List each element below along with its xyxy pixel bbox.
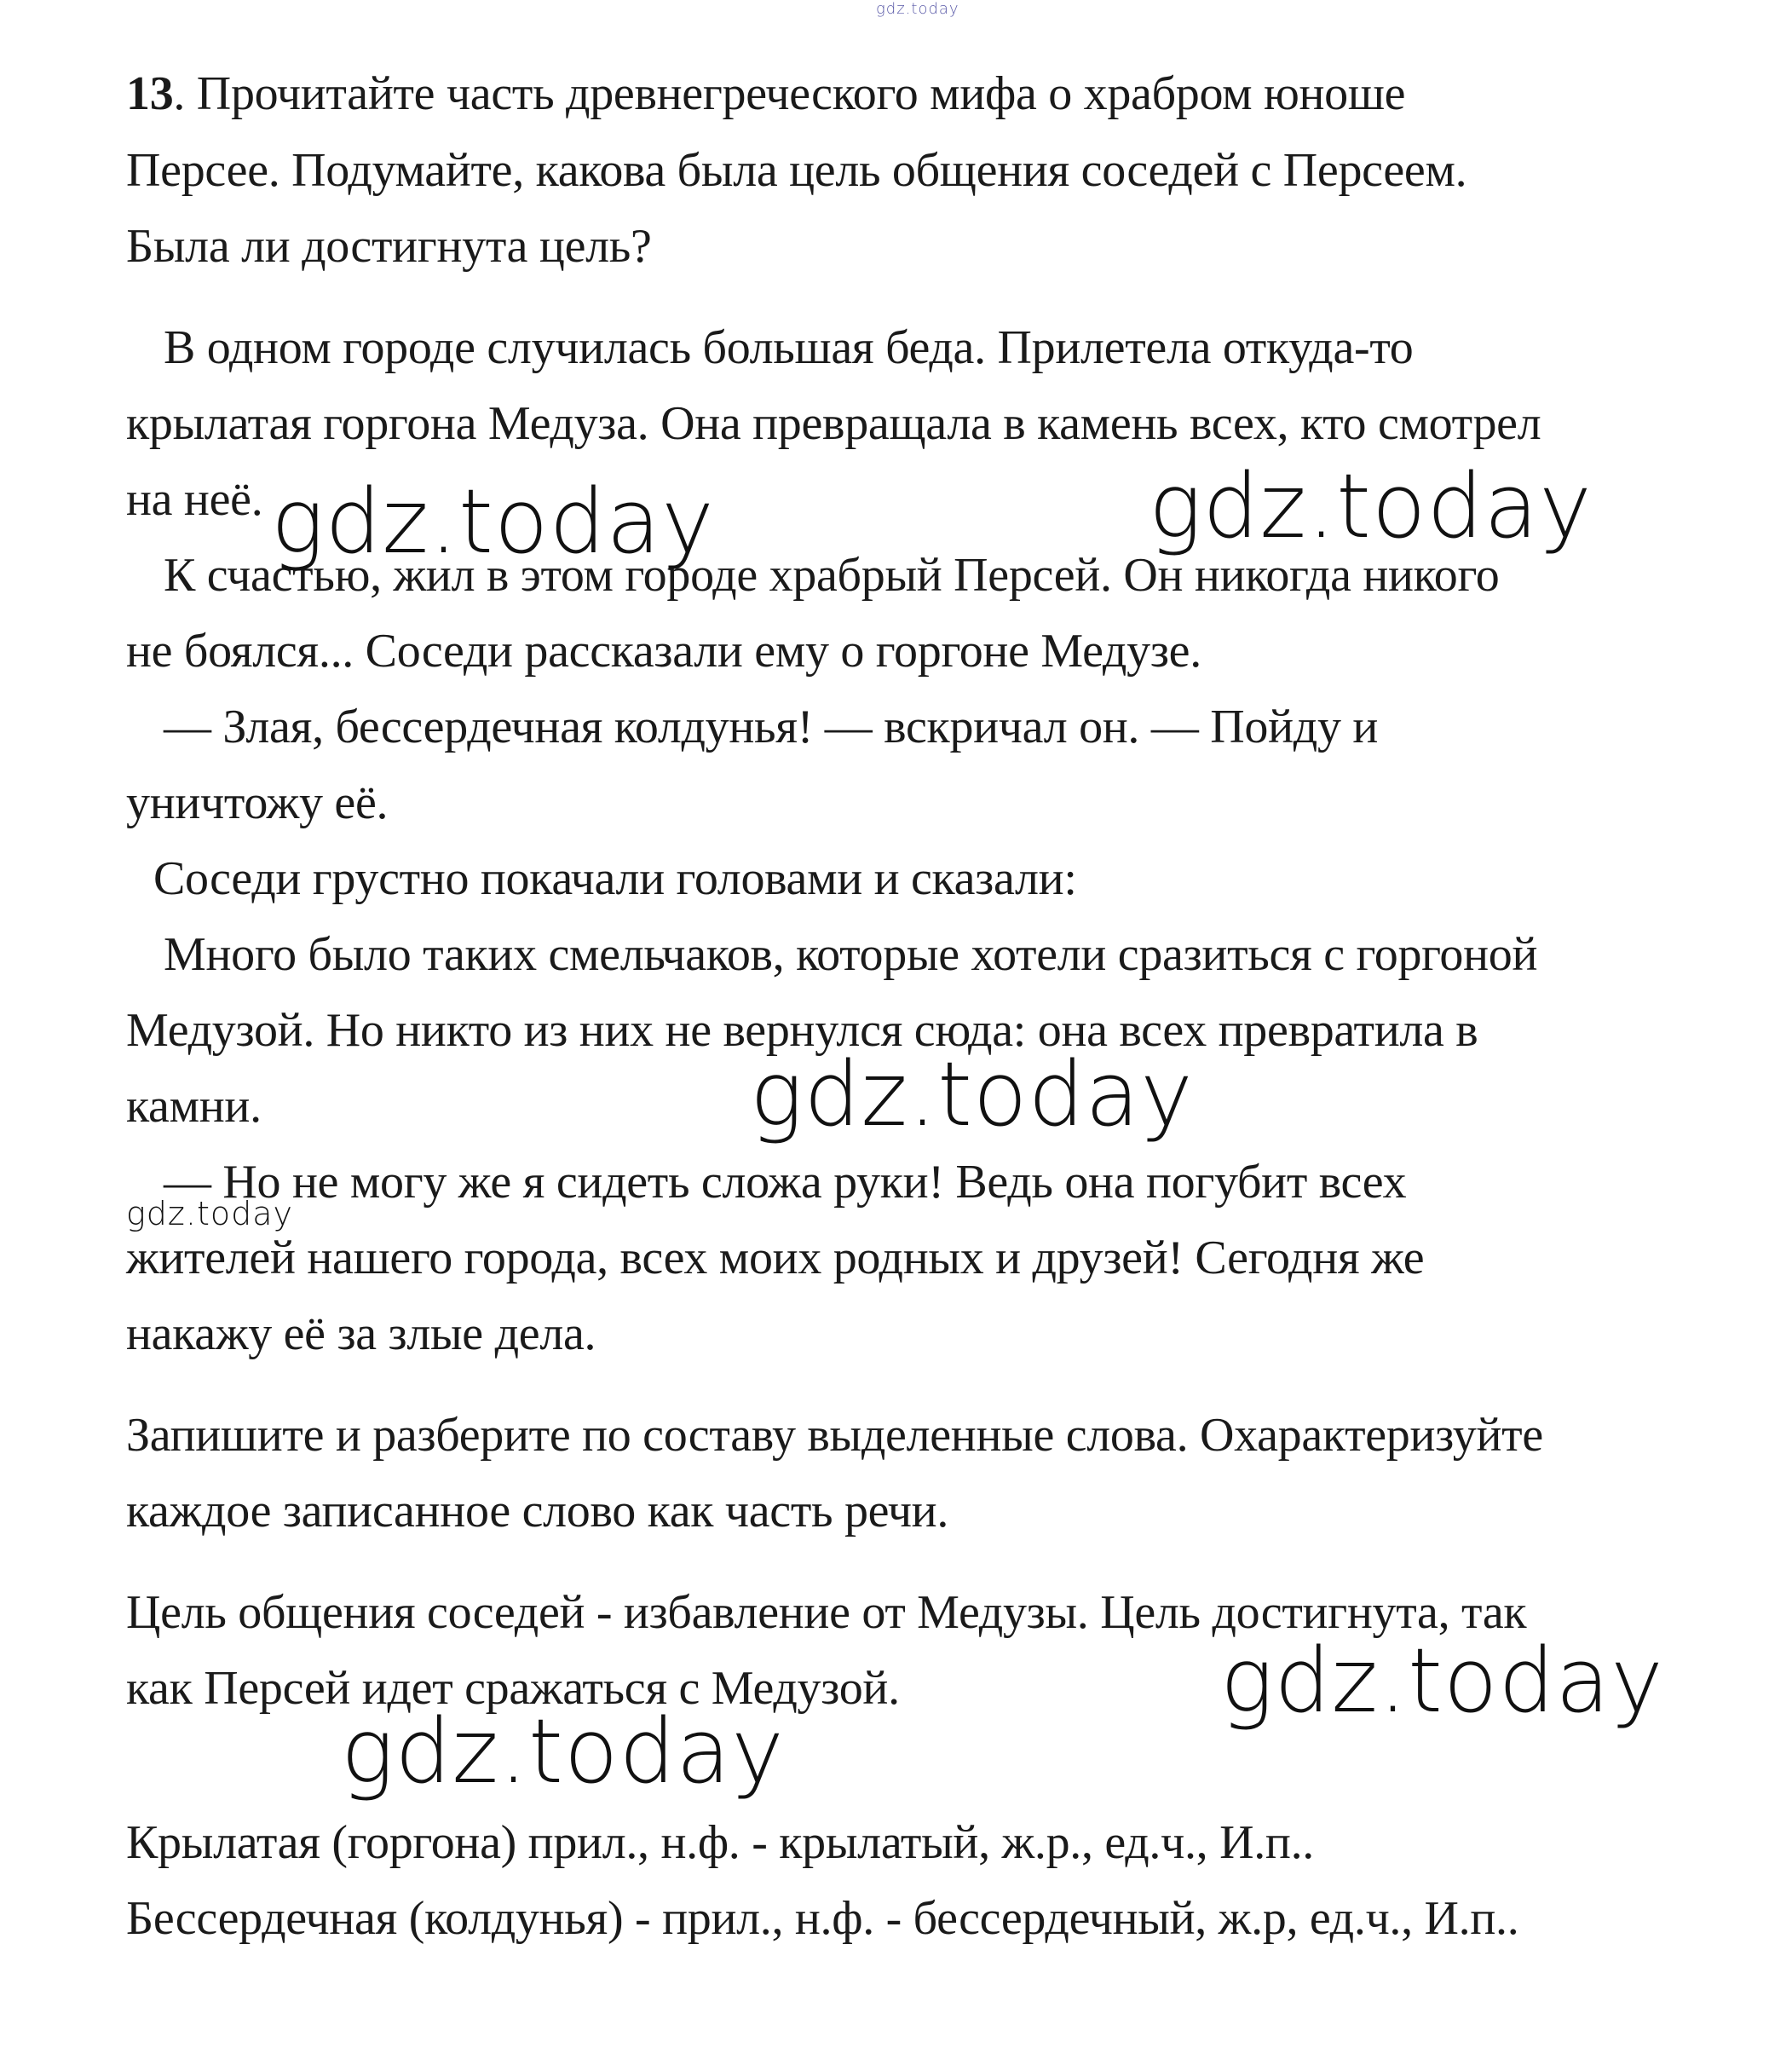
- watermark-1: gdz.today: [271, 470, 715, 574]
- story-line-3: на неё.: [126, 473, 263, 526]
- story-line-12: — Но не могу же я сидеть сложа руки! Ведь она погубит всех: [164, 1156, 1407, 1209]
- story-line-7: уничтожу её.: [126, 776, 389, 829]
- answer-line-2: как Персей идет сражаться с Медузой.: [126, 1662, 900, 1715]
- watermark-5: gdz.today: [1220, 1629, 1664, 1733]
- task-line-1: [126, 66, 1405, 121]
- watermark-2: gdz.today: [1149, 454, 1593, 558]
- story-line-10: Медузой. Но никто из них не вернулся сюда: она всех превратила в: [126, 1004, 1478, 1057]
- task-text-1: . Прочитайте часть древнегреческого мифа о храбром юноше: [173, 67, 1406, 120]
- watermark-6: gdz.today: [341, 1699, 785, 1803]
- story-line-14: накажу её за злые дела.: [126, 1307, 596, 1360]
- story-line-5: не боялся... Соседи рассказали ему о горгоне Медузе.: [126, 625, 1201, 678]
- analysis-line-1: Крылатая (горгона) прил., н.ф. - крылатый, ж.р., ед.ч., И.п..: [126, 1816, 1314, 1869]
- task-number: 13: [126, 67, 174, 120]
- answer-line-1: Цель общения соседей - избавление от Медузы. Цель достигнута, так: [126, 1586, 1527, 1639]
- analysis-line-2: Бессердечная (колдунья) - прил., н.ф. - бессердечный, ж.р, ед.ч., И.п..: [126, 1892, 1519, 1945]
- watermark-4: gdz.today: [126, 1195, 293, 1232]
- instruction-line-2: каждое записанное слово как часть речи.: [126, 1485, 949, 1537]
- task-line-2: Персее. Подумайте, какова была цель общения соседей с Персеем.: [126, 144, 1467, 197]
- story-line-13: жителей нашего города, всех моих родных и друзей! Сегодня же: [126, 1232, 1425, 1284]
- instruction-line-1: Запишите и разберите по составу выделенные слова. Охарактеризуйте: [126, 1409, 1543, 1462]
- story-line-2: крылатая горгона Медуза. Она превращала в камень всех, кто смотрел: [126, 397, 1541, 450]
- task-line-3: Была ли достигнута цель?: [126, 220, 652, 273]
- watermark-3: gdz.today: [750, 1042, 1194, 1146]
- watermark-top: gdz.today: [876, 0, 959, 18]
- story-line-8: Соседи грустно покачали головами и сказали:: [153, 852, 1077, 905]
- story-line-11: камни.: [126, 1080, 262, 1133]
- story-line-9: Много было таких смельчаков, которые хотели сразиться с горгоной: [164, 928, 1538, 981]
- story-line-4: К счастью, жил в этом городе храбрый Персей. Он никогда никого: [164, 549, 1500, 602]
- story-line-6: — Злая, бессердечная колдунья! — вскричал он. — Пойду и: [164, 701, 1379, 753]
- story-line-1: В одном городе случилась большая беда. Прилетела откуда-то: [164, 321, 1414, 374]
